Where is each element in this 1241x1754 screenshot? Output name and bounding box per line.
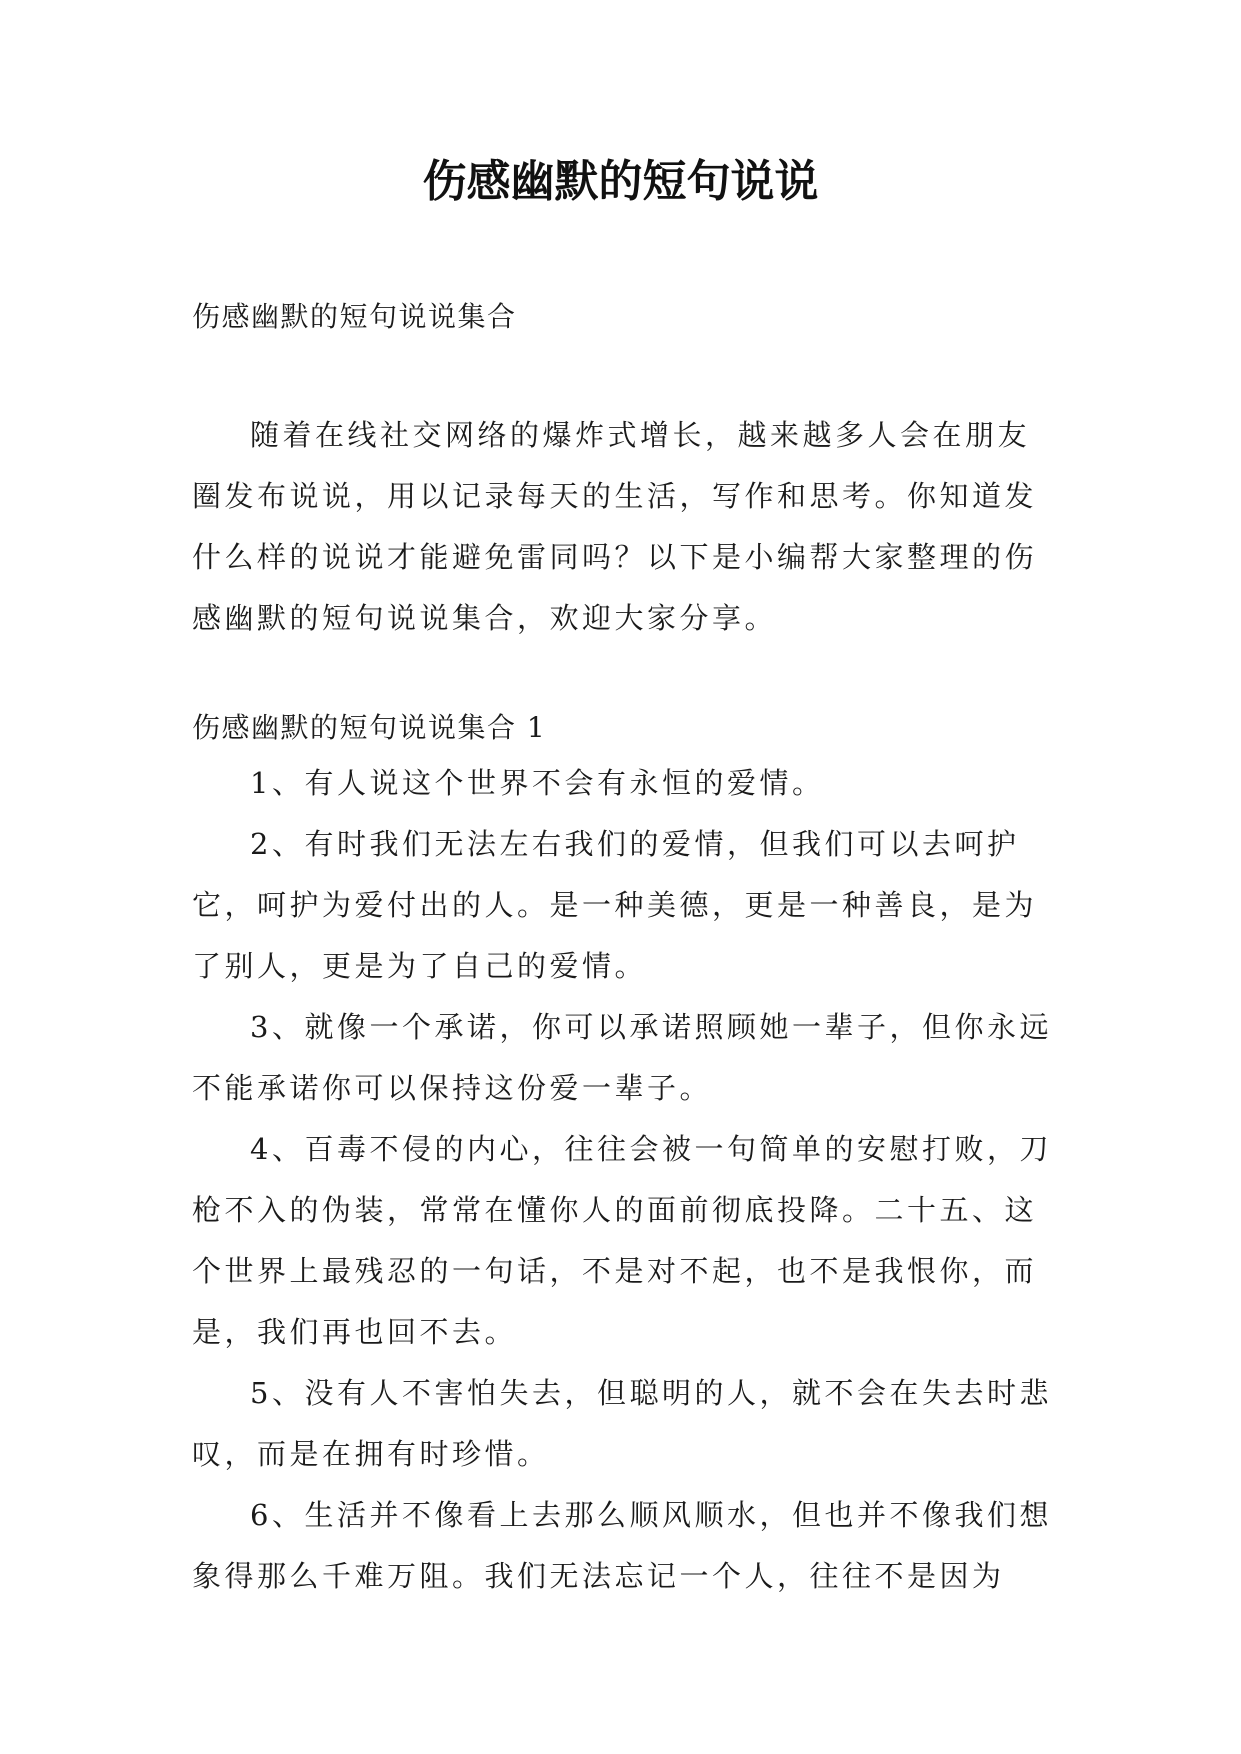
- list-item: 2、有时我们无法左右我们的爱情，但我们可以去呵护它，呵护为爱付出的人。是一种美德，更是一种善良，是为了别人，更是为了自己的爱情。: [192, 827, 1038, 983]
- list-item: 6、生活并不像看上去那么顺风顺水，但也并不像我们想象得那么千难万阻。我们无法忘记一个人，往往不是因为: [192, 1498, 1052, 1593]
- document-subtitle: 伤感幽默的短句说说集合: [192, 300, 517, 333]
- list-item: 5、没有人不害怕失去，但聪明的人，就不会在失去时悲叹，而是在拥有时珍惜。: [192, 1376, 1052, 1471]
- section-heading: 伤感幽默的短句说说集合 1: [192, 711, 547, 744]
- list-item: 4、百毒不侵的内心，往往会被一句简单的安慰打败，刀枪不入的伪装，常常在懂你人的面前彻底投降。二十五、这个世界上最残忍的一句话，不是对不起，也不是我恨你，而是，我们再也回不去。: [192, 1132, 1052, 1349]
- list-item: 1、有人说这个世界不会有永恒的爱情。: [250, 766, 825, 800]
- list-item: 3、就像一个承诺，你可以承诺照顾她一辈子，但你永远不能承诺你可以保持这份爱一辈子。: [192, 1010, 1052, 1105]
- intro-paragraph: 随着在线社交网络的爆炸式增长，越来越多人会在朋友圈发布说说，用以记录每天的生活，写作和思考。你知道发什么样的说说才能避免雷同吗？以下是小编帮大家整理的伤感幽默的短句说说集合，欢迎大家分享。: [192, 418, 1038, 635]
- item-list: [192, 753, 1062, 1607]
- document-title: 伤感幽默的短句说说: [422, 156, 819, 207]
